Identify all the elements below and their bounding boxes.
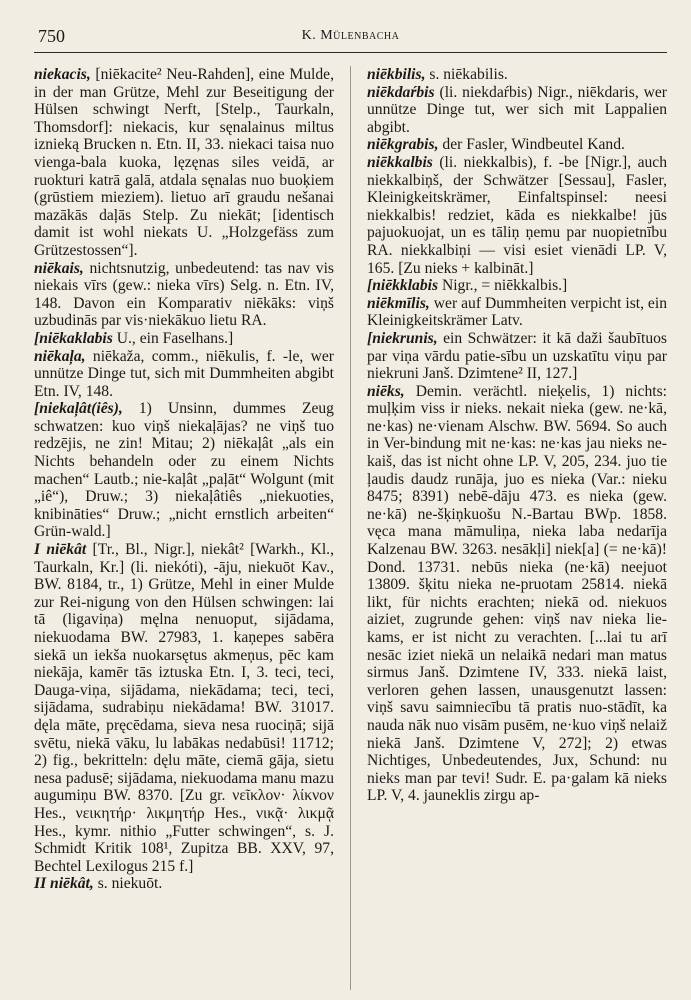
entry-body: [Tr., Bl., Nigr.], niekât² [Warkh., Kl., Taurkaln, Kr.] (li. niekóti), -āju, niekuōt Kav., BW. 8184, tr., 1) Grütze, Mehl in einer Mulde zur Rei-nigung von den Hülsen schwingen: lai tā (ligaviņa) męlna nenuoput, sijādama, niekuodama BW. 27983, 1. kaņepes sabēra siekā un iekša nuokarsętus akmeņus, pēc kam niekāja, kamēr tās iztuska Etn. I, 3. teci, teci, Dauga-viņa, sijādama, niekādama; teci, teci, sijādama, sudrabiņu niekādama! BW. 31017. dęla māte, pręcēdama, sieva nesa ruociņā; sijā svētu, niekā vāku, lu labākas nedabūsi! 11712; 2) fig., bekritteln: dęlu māte, ciemā gāja, sietu nesa padusē; sijādama, niekuodama manu mazu augumiņu BW. 8370. [Zu gr. νεῖκλον· λίκνον Hes., νεικητήρ· λικμητήρ Hes., νικᾷ· λικμᾷ Hes., kymr. nithio „Futter schwingen“, s. J. Schmidt Kritik 108¹, Zupitza BB. XXV, 97, Bechtel Lexilogus 215 f.] <box>34 541 334 875</box>
column-divider <box>350 66 351 990</box>
entry-body: ein Schwätzer: it kā daži šaubītuos par viņa vārdu patie-sību un uzskatītu viņu par niekruni Janš. Dzimtene² II, 127.] <box>367 329 667 383</box>
entry-headword: [niekaļât(iês), <box>34 400 123 418</box>
entry-body: der Fasler, Windbeutel Kand. <box>442 136 625 154</box>
entry-body: nichtsnutzig, unbedeutend: tas nav vis niekais vīrs (gew.: nieka vīrs) Selg. n. Etn. IV, 148. Davon ein Komparativ niēkāks: viņš uzbudinās par vis·niekākuo lietu RA. <box>34 259 334 330</box>
dictionary-entry <box>367 154 667 277</box>
dictionary-entry <box>367 84 667 137</box>
entry-headword: I niēkât <box>34 541 87 559</box>
entry-headword: niēks, <box>367 382 405 400</box>
dictionary-entry <box>34 348 334 401</box>
dictionary-entry <box>367 383 667 805</box>
entry-headword: niēkbilis, <box>367 66 426 83</box>
dictionary-entry <box>34 66 334 260</box>
dictionary-entry <box>367 295 667 330</box>
dictionary-entry <box>34 330 334 348</box>
entry-body: s. niēkabilis. <box>429 66 508 83</box>
text-columns <box>34 66 667 990</box>
entry-body: s. niekuōt. <box>97 875 163 893</box>
header-rule <box>34 52 667 53</box>
entry-body: Nigr., = niēkkalbis.] <box>441 277 568 295</box>
entry-body: (li. niekdaŕbis) Nigr., niēkdaris, wer unnütze Dinge tut, wer sich mit Lappalien abgibt. <box>367 83 668 136</box>
dictionary-entry <box>34 400 334 541</box>
entry-headword: niēkdaŕbis <box>367 83 435 101</box>
entry-headword: niēkmīlis, <box>367 294 430 312</box>
dictionary-entry <box>34 541 334 875</box>
entry-headword: [niekrunis, <box>367 329 438 347</box>
entry-headword: niēkkalbis <box>367 153 433 171</box>
dictionary-entry <box>34 260 334 330</box>
entry-headword: niēkaļa, <box>34 347 86 365</box>
entry-headword: niekacis, <box>34 66 91 83</box>
entry-body: 1) Unsinn, dummes Zeug schwatzen: kuo viņš niekaļājas? ne viņš tuo redzējis, ne zin! Mitau; 2) niēkaļât „als ein Nichts behandeln oder zu einem Nichts machen“ Lautb.; nie-kaļât „paļāt“ Wolgunt (mit „iê“), Druw.; 3) niekaļâtiês „niekuoties, knibināties“ Druw.; „nicht ernstlich arbeiten“ Grün-wald.] <box>34 400 334 541</box>
dictionary-entry <box>367 277 667 295</box>
entry-body: U., ein Faselhans.] <box>116 329 234 347</box>
page-number: 750 <box>38 26 65 46</box>
entry-headword: [niēkaklabis <box>34 329 113 347</box>
running-head <box>34 22 667 48</box>
right-column <box>367 66 667 990</box>
running-title: K. Mülenbacha <box>301 28 400 43</box>
dictionary-entry <box>34 875 334 893</box>
entry-body: (li. niekkalbis), f. -be [Nigr.], auch niekkalbiņš, der Schwätzer [Sessau], Fasler, Kleinigkeitskrämer, Einfaltspinsel: neesi niekkalbis! redziet, kāda es niekkalbe! jūs pajuokuojat, un es tāliņ ņemu par nuopietnību RA. niekkalbiņi — visi esiet vienādi LP. V, 165. [Zu nieks + kalbināt.] <box>367 153 668 277</box>
entry-headword: niēkgrabis, <box>367 136 439 154</box>
entry-body: [niēkacite² Neu-Rahden], eine Mulde, in der man Grütze, Mehl zur Beseitigung der Hülsen schwingt Nerft, [Stelp., Taurkaln, Thomsdorf]: niekacis, kur sęnalainus miltus iznieką Brucken n. Etn. II, 33. niekaci taisa nuo vienga-bala kuoka, lęzęnas siles veidā, ar ruokturi katrā galā, atdala sęnalas nuo buoķiem (grūstiem mieziem). lietuo arī graudu nešanai mazākās daļās Stelp. Zu niekāt; [identisch damit ist wohl niekats U. „Holzgefäss zum Grützestossen“]. <box>34 66 334 259</box>
entry-headword: II niēkât, <box>34 875 94 893</box>
entry-body: niēkaža, comm., niēkulis, f. -le, wer unnütze Dinge tut, sich mit Dummheiten abgibt Etn. IV, 148. <box>34 347 334 400</box>
left-column <box>34 66 334 990</box>
dictionary-entry <box>367 66 667 84</box>
entry-headword: [niēkklabis <box>367 277 439 295</box>
dictionary-entry <box>367 330 667 383</box>
entry-body: wer auf Dummheiten verpicht ist, ein Kleinigkeitskrämer Latv. <box>367 294 667 330</box>
dictionary-entry <box>367 136 667 154</box>
entry-body: Demin. verächtl. nieķelis, 1) nichts: muļķim viss ir nieks. nekait nieka (gew. ne·kā, ne·kas) ne·vienam Alschw. BW. 5694. So auch in Ver-bindung mit ne·kas: ne·kas jau nieks ne-kaiš, das ist nicht ohne LP. V, 205, 234. juo tie ļaudis daudz runāja, juo es nieka (Var.: nieku 8475; 8391) nebē-dāju 473. es nieka (gew. ne·kā) ne-šķiņkuošu N.-Bartau BWp. 1858. vęca mana māmuliņa, nieka laba nedarīja Kalzenau BW. 3263. nesākļi] niek[a] (= ne·kā)! Dond. 13731. nebūs nieka (ne·kā) neejuot 13809. šķitu nieka ne-pruotam 25814. niekā likt, für nichts erachten; niekā od. niekuos aiziet, zugrunde gehen: viņš nav nieka lie-kams, er ist nicht zu verachten. [...lai tu arī nesāc iziet niekā un nelaikā nedari man matus sirmus Janš. Dzimtene IV, 333. niekā laist, verloren gehen lassen, unausgenutzt lassen: viņš savu saimniecību tā pratis nuo-stādīt, ka nauda nāk nuo visām pusēm, ne·kuo viņš nelaiž niekā Janš. Dzimtene V, 272]; 2) etwas Nichtiges, Unbedeutendes, Jux, Schund: nu nieks man par tevi! Sudr. E. pa·galam kā nieks LP. V, 4. jauneklis zirgu ap- <box>367 382 667 805</box>
entry-headword: niēkais, <box>34 259 84 277</box>
